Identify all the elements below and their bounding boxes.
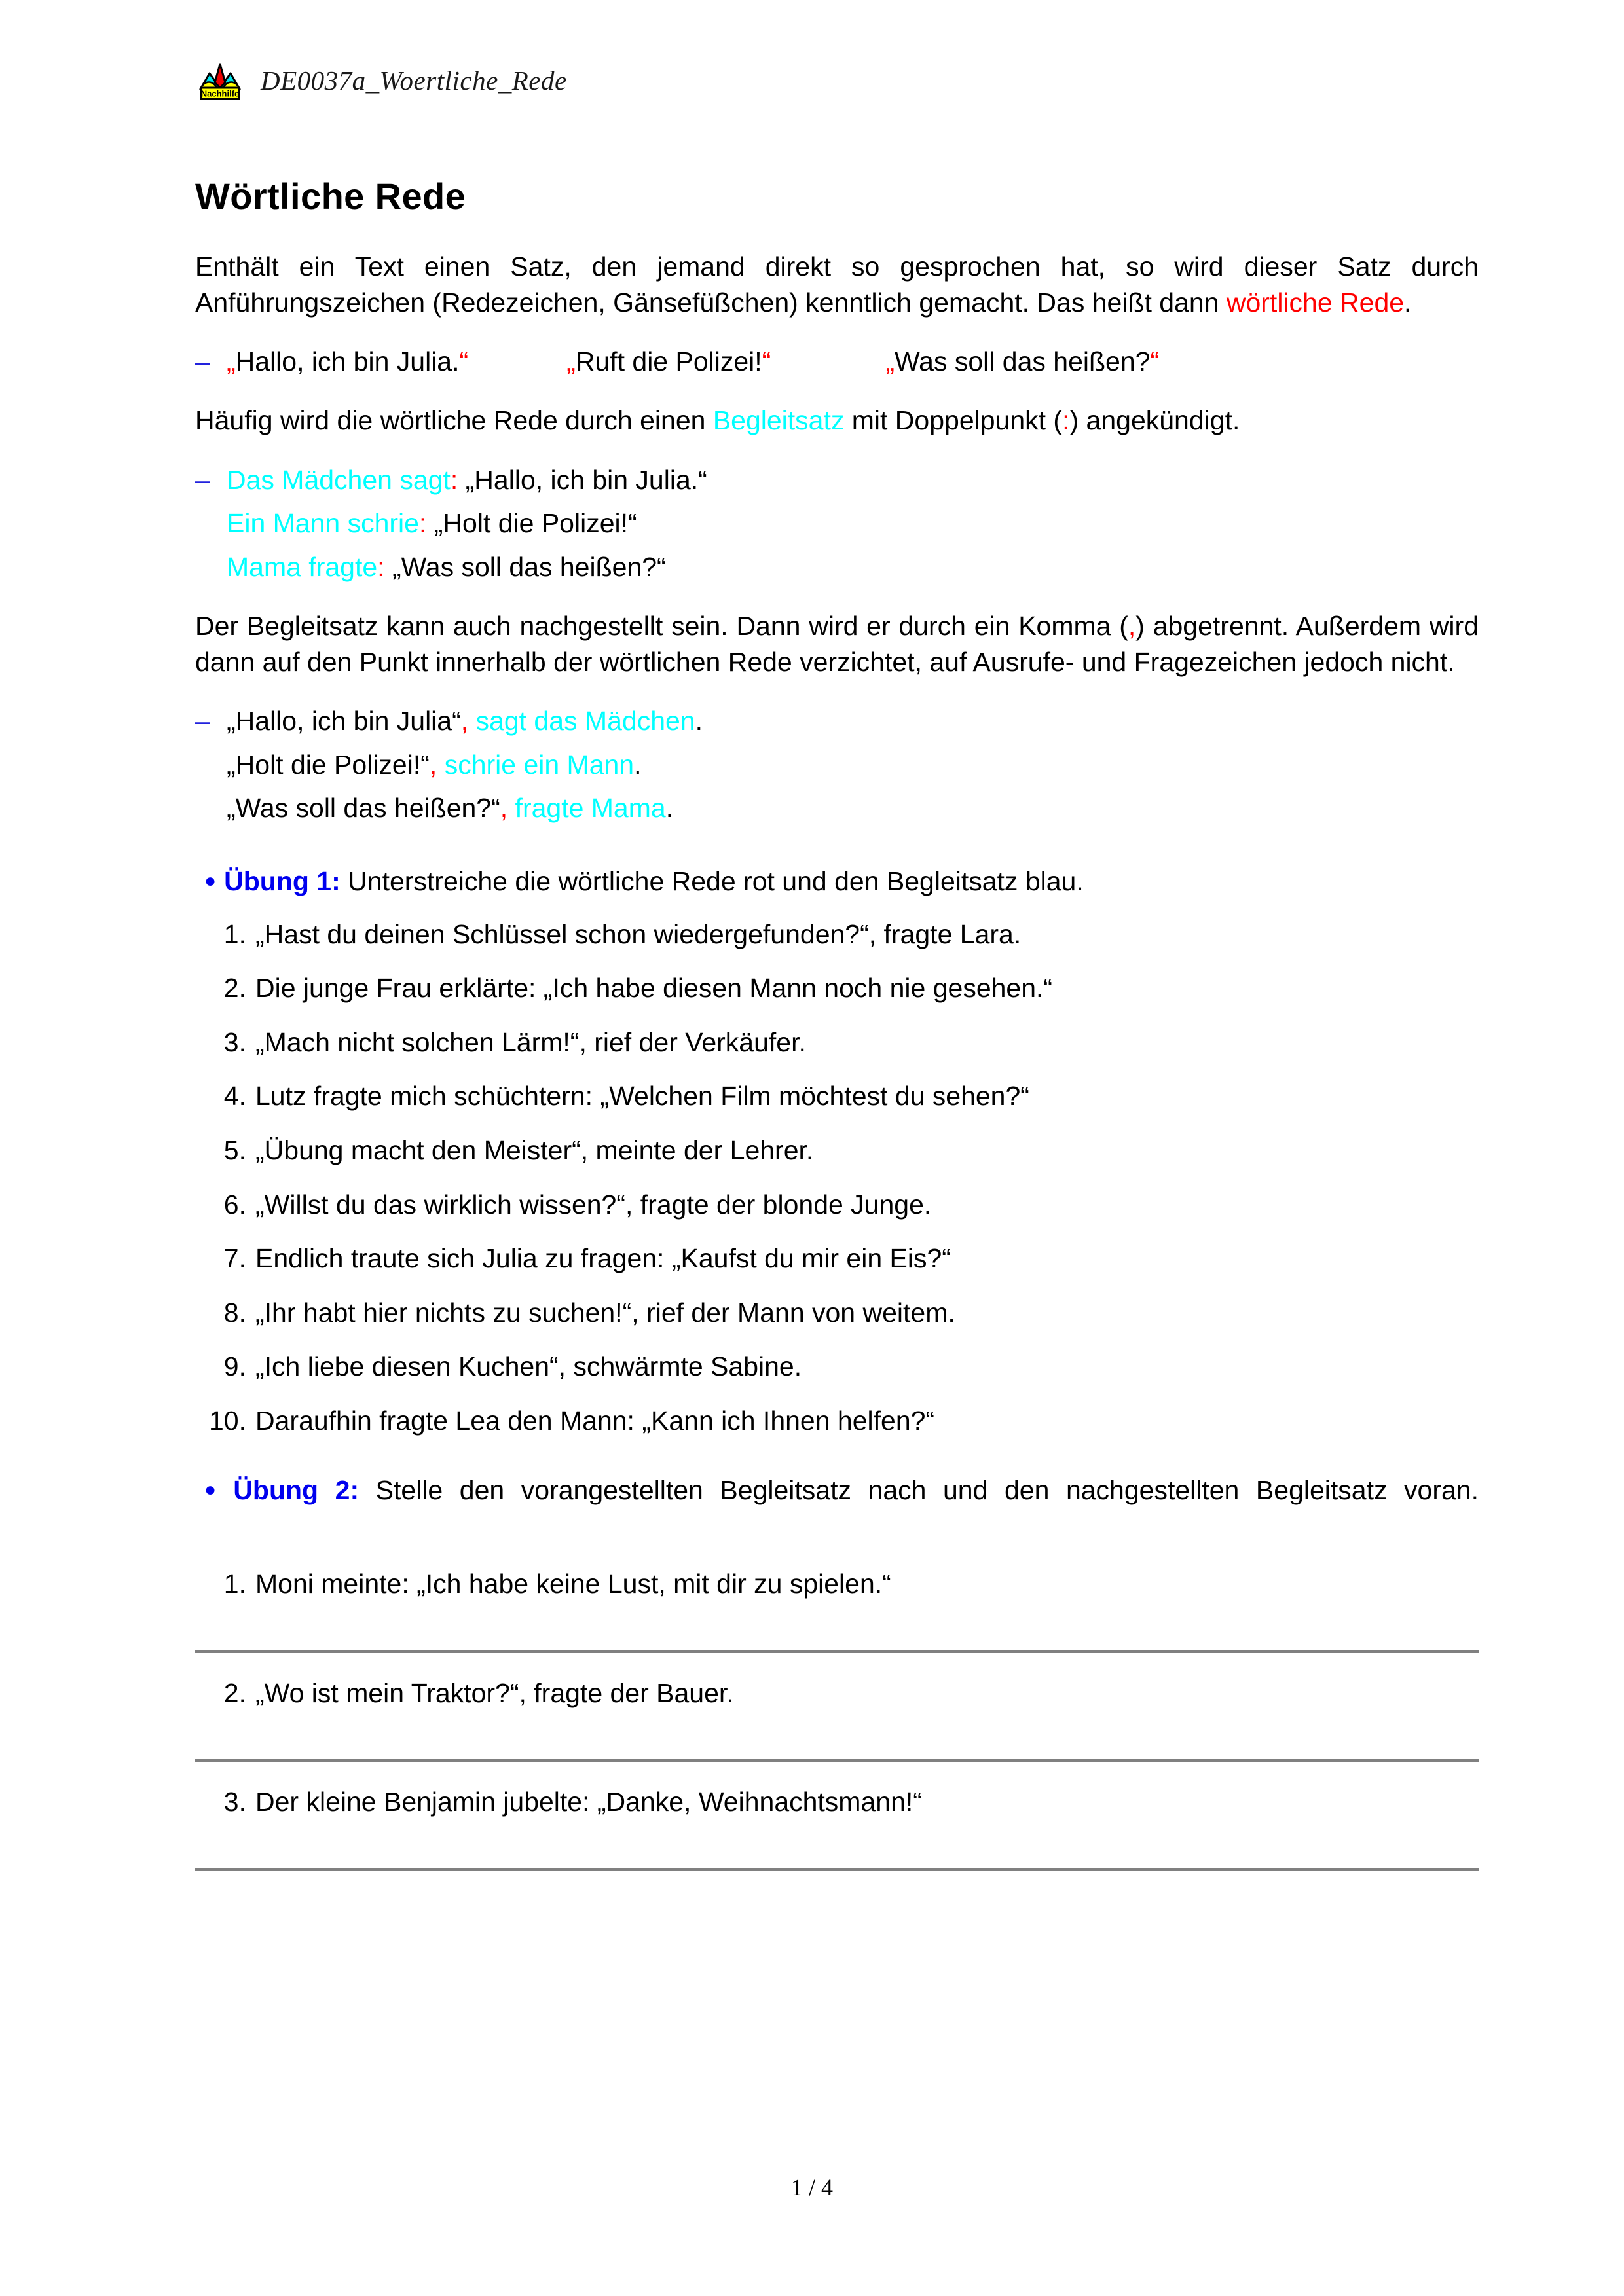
uebung1-list bbox=[195, 917, 1479, 1438]
uebung2-instruction: Stelle den vorangestellten Begleitsatz nach und den nachgestellten Begleitsatz voran. bbox=[359, 1475, 1479, 1506]
item-number: 3. bbox=[223, 1787, 246, 1817]
list-item bbox=[195, 1784, 1479, 1820]
uebung2-list bbox=[195, 1566, 1479, 1871]
quote-open-2: „ bbox=[566, 346, 576, 377]
item-text: „Ihr habt hier nichts zu suchen!“, rief der Mann von weitem. bbox=[255, 1297, 955, 1328]
quote-examples-text bbox=[227, 340, 1479, 383]
page-title: Wörtliche Rede bbox=[195, 175, 466, 217]
begleitsatz-paragraph bbox=[195, 403, 1479, 439]
postposed-comma-3: , bbox=[500, 793, 508, 824]
postposed-speech-2: „Holt die Polizei!“ bbox=[227, 749, 430, 780]
postposed-example-row bbox=[195, 786, 1479, 829]
header-document-code: DE0037a_Woertliche_Rede bbox=[261, 65, 567, 96]
dash-bullet-spacer bbox=[195, 786, 227, 829]
item-text: „Mach nicht solchen Lärm!“, rief der Verkäufer. bbox=[255, 1027, 806, 1057]
item-text: „Wo ist mein Traktor?“, fragte der Bauer. bbox=[255, 1677, 734, 1708]
quote-open-1: „ bbox=[227, 346, 236, 377]
begleitsatz-part3: ) angekündigt. bbox=[1069, 405, 1240, 436]
preposed-clause-1: Das Mädchen sagt bbox=[227, 464, 451, 495]
list-item bbox=[195, 1566, 1479, 1602]
item-number: 1. bbox=[223, 1569, 246, 1599]
preposed-colon-1: : bbox=[450, 464, 458, 495]
item-number: 4. bbox=[223, 1081, 246, 1112]
preposed-speech-3: „Was soll das heißen?“ bbox=[384, 551, 666, 582]
item-text: „Ich liebe diesen Kuchen“, schwärmte Sabine. bbox=[255, 1351, 802, 1382]
postposed-example-row bbox=[195, 699, 1479, 742]
preposed-example-row bbox=[195, 458, 1479, 501]
nachgestellt-paragraph bbox=[195, 608, 1479, 680]
uebung2-heading bbox=[195, 1472, 1479, 1544]
bullet-icon: ● bbox=[204, 1478, 226, 1501]
quote-close-1: “ bbox=[459, 346, 469, 377]
item-text: „Willst du das wirklich wissen?“, fragte der blonde Junge. bbox=[255, 1189, 932, 1220]
item-number: 6. bbox=[223, 1189, 246, 1220]
quote-open-3: „ bbox=[885, 346, 895, 377]
begleitsatz-highlight: Begleitsatz bbox=[712, 405, 845, 436]
begleitsatz-colon-marker: : bbox=[1062, 405, 1070, 436]
item-text: Die junge Frau erklärte: „Ich habe diesen Mann noch nie gesehen.“ bbox=[255, 973, 1053, 1004]
postposed-clause-3: fragte Mama bbox=[507, 793, 666, 824]
item-text: Endlich traute sich Julia zu fragen: „Kaufst du mir ein Eis?“ bbox=[255, 1243, 951, 1274]
item-number: 1. bbox=[223, 919, 246, 949]
postposed-examples-block bbox=[195, 699, 1479, 829]
dash-bullet-spacer bbox=[195, 545, 227, 589]
list-item bbox=[195, 917, 1479, 953]
item-text: Moni meinte: „Ich habe keine Lust, mit dir zu spielen.“ bbox=[255, 1569, 891, 1599]
preposed-clause-3: Mama fragte bbox=[227, 551, 378, 582]
begleitsatz-part1: Häufig wird die wörtliche Rede durch einen bbox=[195, 405, 713, 436]
item-number: 5. bbox=[223, 1135, 246, 1165]
preposed-speech-1: „Hallo, ich bin Julia.“ bbox=[458, 464, 707, 495]
preposed-colon-2: : bbox=[418, 508, 427, 539]
intro-paragraph bbox=[195, 249, 1479, 320]
list-item bbox=[195, 1349, 1479, 1385]
preposed-colon-3: : bbox=[377, 551, 385, 582]
item-text: „Hast du deinen Schlüssel schon wiedergefunden?“, fragte Lara. bbox=[255, 919, 1022, 949]
item-text: „Übung macht den Meister“, meinte der Lehrer. bbox=[255, 1135, 814, 1165]
quote-close-3: “ bbox=[1150, 346, 1160, 377]
nachgestellt-part2: ) abgetrennt. Außerdem wird dann auf den Punkt innerhalb der wörtlichen Rede verzichtet, auf Ausrufe- und Fragezeichen jedoch nicht. bbox=[195, 611, 1479, 677]
preposed-example-row bbox=[195, 501, 1479, 545]
preposed-example-row bbox=[195, 545, 1479, 589]
postposed-period-1: . bbox=[695, 706, 703, 737]
intro-highlight-woertliche-rede: wörtliche Rede bbox=[1226, 287, 1405, 318]
quote-close-2: “ bbox=[762, 346, 771, 377]
preposed-examples-block bbox=[195, 458, 1479, 589]
item-text: Lutz fragte mich schüchtern: „Welchen Film möchtest du sehen?“ bbox=[255, 1081, 1029, 1112]
item-number: 2. bbox=[223, 973, 246, 1004]
postposed-clause-2: schrie ein Mann bbox=[437, 749, 635, 780]
uebung1-label: Übung 1: bbox=[224, 866, 341, 897]
list-item bbox=[195, 1133, 1479, 1169]
quote-text-2: Ruft die Polizei! bbox=[575, 346, 762, 377]
item-text: Der kleine Benjamin jubelte: „Danke, Weihnachtsmann!“ bbox=[255, 1787, 922, 1817]
dash-bullet-icon: – bbox=[195, 346, 210, 377]
item-number: 2. bbox=[223, 1677, 246, 1708]
page-footer bbox=[0, 2174, 1624, 2201]
answer-line[interactable] bbox=[195, 1650, 1479, 1653]
uebung1-instruction: Unterstreiche die wörtliche Rede rot und den Begleitsatz blau. bbox=[340, 866, 1084, 897]
list-item bbox=[195, 1675, 1479, 1711]
intro-text-part1: Enthält ein Text einen Satz, den jemand direkt so gesprochen hat, so wird dieser Satz durch Anführungszeichen (Redezeichen, Gänsefüßchen) kenntlich gemacht. Das heißt dann bbox=[195, 251, 1479, 318]
item-number: 8. bbox=[223, 1297, 246, 1328]
postposed-period-3: . bbox=[665, 793, 674, 824]
dash-bullet-spacer bbox=[195, 743, 227, 786]
list-item bbox=[195, 1403, 1479, 1439]
postposed-clause-1: sagt das Mädchen bbox=[468, 706, 695, 737]
postposed-comma-2: , bbox=[429, 749, 437, 780]
list-item bbox=[195, 1078, 1479, 1114]
list-item bbox=[195, 970, 1479, 1006]
nachhilfe-logo-icon bbox=[196, 60, 244, 101]
item-number: 10. bbox=[209, 1405, 246, 1436]
document-header bbox=[196, 60, 567, 101]
postposed-example-row bbox=[195, 743, 1479, 786]
postposed-speech-1: „Hallo, ich bin Julia“ bbox=[227, 706, 461, 737]
postposed-speech-3: „Was soll das heißen?“ bbox=[227, 793, 500, 824]
nachgestellt-comma-marker: , bbox=[1128, 611, 1136, 642]
page-indicator: 1 / 4 bbox=[790, 2174, 833, 2200]
item-text: Daraufhin fragte Lea den Mann: „Kann ich Ihnen helfen?“ bbox=[255, 1405, 935, 1436]
uebung2-label: Übung 2: bbox=[233, 1475, 360, 1506]
dash-bullet-spacer bbox=[195, 501, 227, 545]
list-item bbox=[195, 1241, 1479, 1277]
svg-text:Nachhilfe: Nachhilfe bbox=[200, 88, 240, 99]
quote-examples-block bbox=[195, 340, 1479, 383]
uebung1-heading bbox=[195, 864, 1479, 900]
begleitsatz-part2: mit Doppelpunkt ( bbox=[844, 405, 1063, 436]
dash-bullet-icon: – bbox=[195, 464, 210, 495]
intro-text-part2: . bbox=[1404, 287, 1412, 318]
document-content bbox=[195, 175, 1479, 1871]
item-number: 9. bbox=[223, 1351, 246, 1382]
postposed-period-2: . bbox=[634, 749, 642, 780]
preposed-speech-2: „Holt die Polizei!“ bbox=[426, 508, 637, 539]
list-item bbox=[195, 1295, 1479, 1331]
quote-text-1: Hallo, ich bin Julia. bbox=[235, 346, 460, 377]
quote-text-3: Was soll das heißen? bbox=[894, 346, 1151, 377]
nachgestellt-part1: Der Begleitsatz kann auch nachgestellt sein. Dann wird er durch ein Komma ( bbox=[195, 611, 1128, 642]
answer-line[interactable] bbox=[195, 1868, 1479, 1871]
dash-bullet-icon: – bbox=[195, 706, 210, 737]
quote-examples-row bbox=[195, 340, 1479, 383]
bullet-icon: ● bbox=[204, 870, 217, 892]
preposed-clause-2: Ein Mann schrie bbox=[227, 508, 419, 539]
item-number: 3. bbox=[223, 1027, 246, 1057]
list-item bbox=[195, 1025, 1479, 1061]
answer-line[interactable] bbox=[195, 1759, 1479, 1762]
item-number: 7. bbox=[223, 1243, 246, 1274]
postposed-comma-1: , bbox=[460, 706, 469, 737]
list-item bbox=[195, 1187, 1479, 1223]
